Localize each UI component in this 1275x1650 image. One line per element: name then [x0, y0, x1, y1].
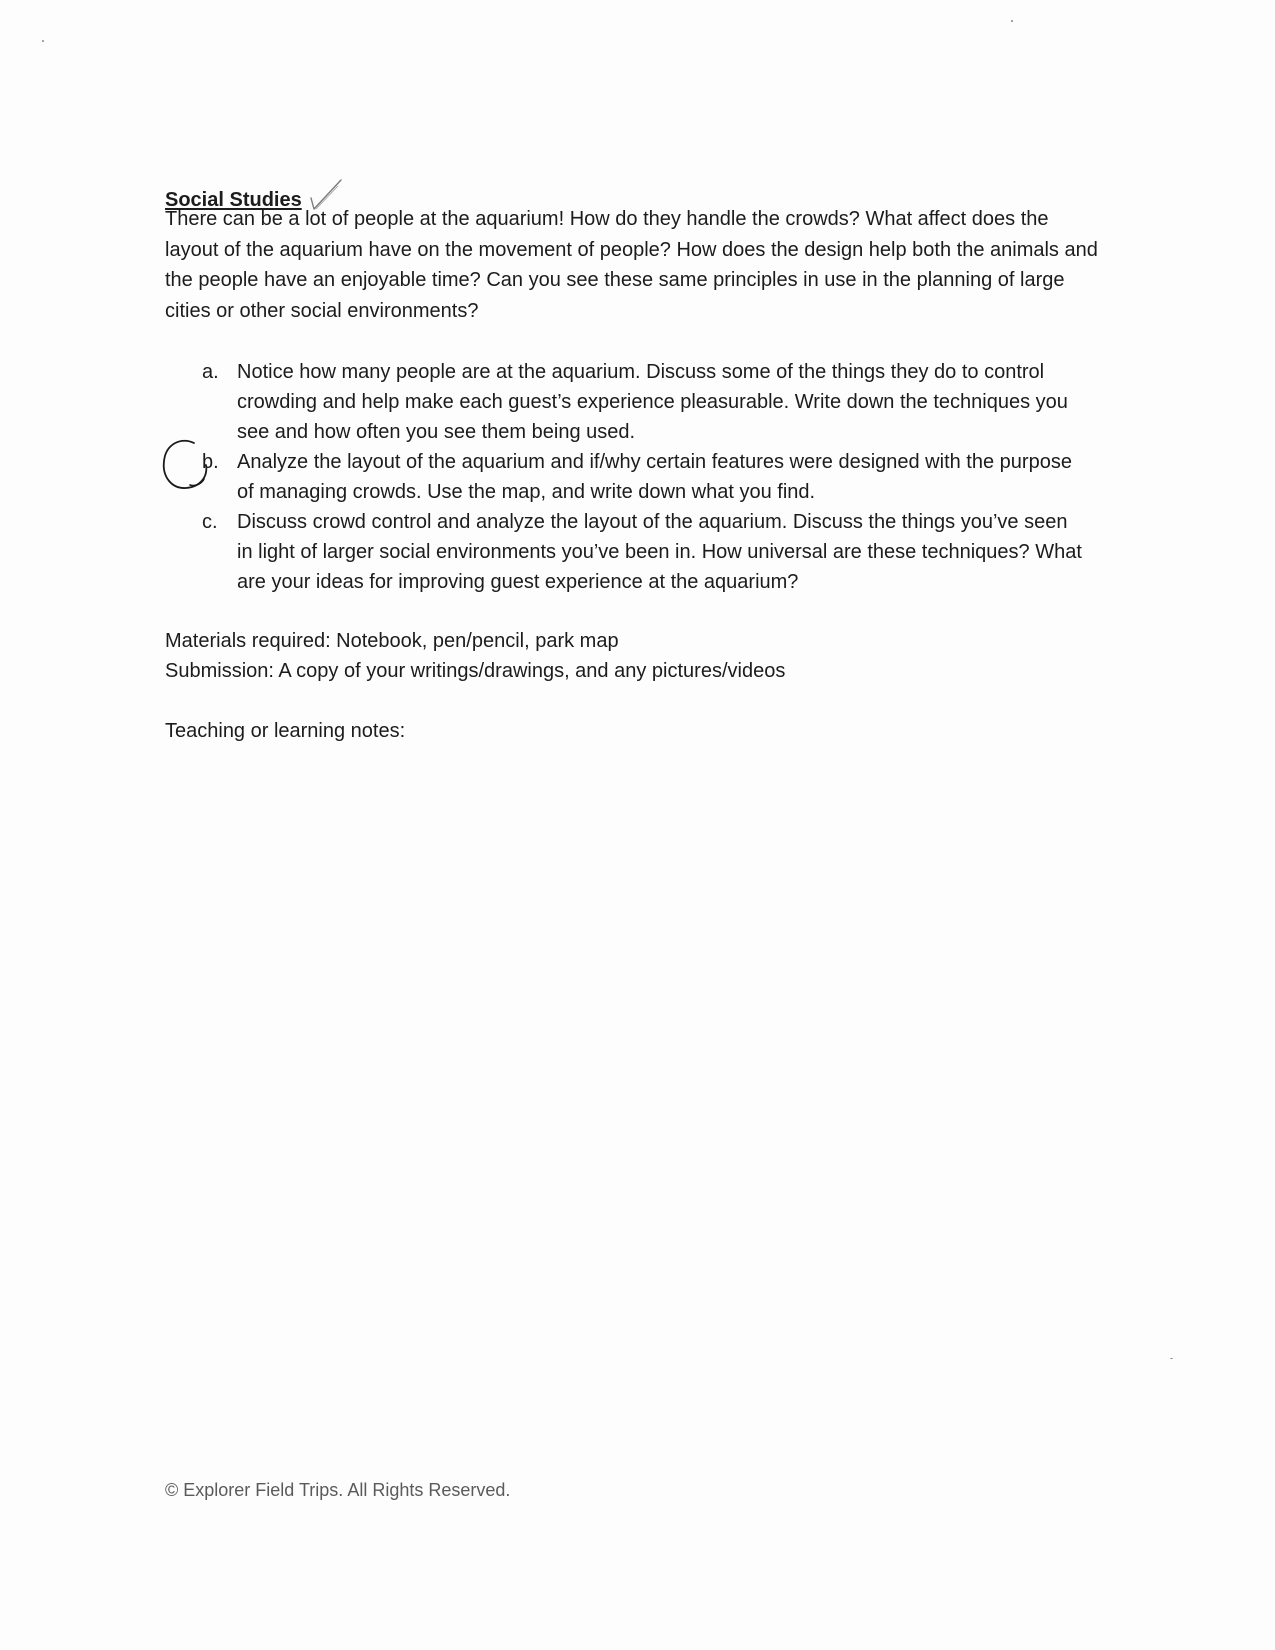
materials-block [165, 626, 1065, 686]
submission-line: Submission: A copy of your writings/drawings, and any pictures/videos [165, 660, 786, 682]
copyright-footer: © Explorer Field Trips. All Rights Reserved. [165, 1480, 511, 1500]
section-title: Social Studies [165, 189, 302, 211]
scan-speck [1170, 1358, 1173, 1359]
task-text: Discuss crowd control and analyze the layout of the aquarium. Discuss the things you’ve seen in light of larger social environments you’ve been in. How universal are these techniques? What are your ideas for improving guest experience at the aquarium? [237, 511, 1082, 593]
task-letter: c. [202, 511, 218, 533]
task-text: Notice how many people are at the aquarium. Discuss some of the things they do to control crowding and help make each guest’s experience pleasurable. Write down the techniques you see and how often you see them being used. [237, 361, 1068, 443]
scan-speck [42, 40, 44, 42]
task-text: Analyze the layout of the aquarium and if/why certain features were designed with the purpose of managing crowds. Use the map, and write down what you find. [237, 451, 1072, 503]
task-letter: a. [202, 361, 219, 383]
task-letter: b. [202, 451, 219, 473]
intro-paragraph: There can be a lot of people at the aquarium! How do they handle the crowds? What affect does the layout of the aquarium have on the movement of people? How does the design help both the animals and the people have an enjoyable time? Can you see these same principles in use in the planning of large cities or other social environments? [165, 208, 1098, 322]
task-item-b [165, 447, 1087, 507]
notes-label: Teaching or learning notes: [165, 720, 406, 742]
task-item-c [165, 507, 1087, 597]
task-item-a [165, 357, 1087, 447]
materials-required: Materials required: Notebook, pen/pencil, park map [165, 630, 619, 652]
scan-speck [1011, 20, 1013, 22]
task-list [165, 357, 1125, 597]
